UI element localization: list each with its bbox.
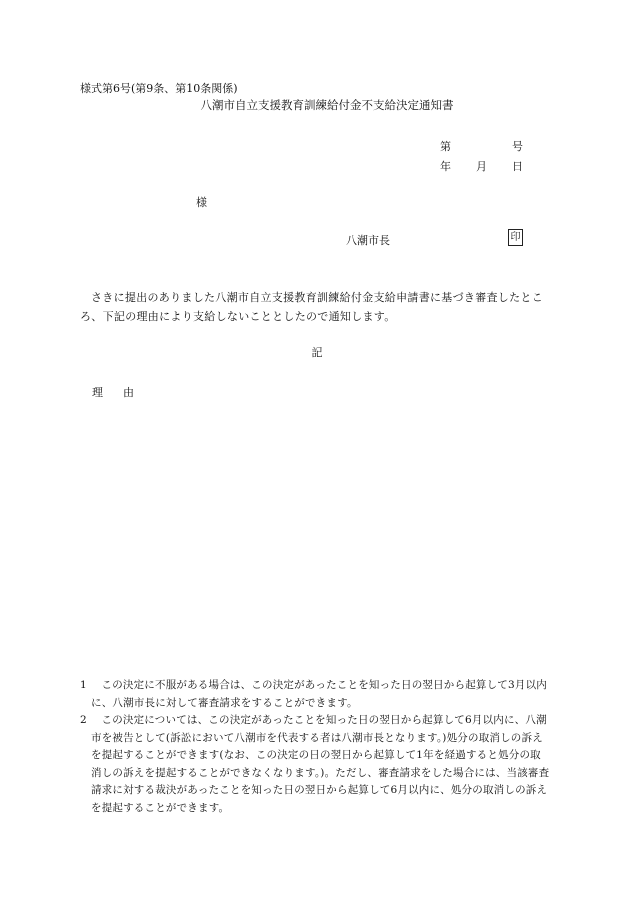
sender-name: 八潮市長 <box>346 234 390 247</box>
ki-heading: 記 <box>311 346 323 359</box>
date-day: 日 <box>512 160 523 173</box>
body-paragraph: さきに提出のありました八潮市自立支援教育訓練給付金支給申請書に基づき審査したところ、下記の理由により支給しないこととしたので通知します。 <box>80 291 543 323</box>
document-title-row <box>0 97 630 113</box>
notes-section <box>80 677 550 817</box>
ki-heading-row <box>0 344 630 360</box>
date-month: 月 <box>476 160 487 173</box>
note-item <box>80 712 550 817</box>
date-year: 年 <box>440 160 451 173</box>
note-text: この決定については、この決定があったことを知った日の翌日から起算して6月以内に、八潮市を被告として(訴訟において八潮市を代表する者は八潮市長となります。)処分の取消しの訴えを提起することができます(なお、この決定の日の翌日から起算して1年を経過すると処分の取消しの訴えを提起することができなくなります。)。ただし、審査請求をした場合には、当該審査請求に対する裁決があったことを知った日の翌日から起算して6月以内に、処分の取消しの訴えを提起することができます。 <box>91 714 550 814</box>
note-text: この決定に不服がある場合は、この決定があったことを知った日の翌日から起算して3月以内に、八潮市長に対して審査請求をすることができます。 <box>91 679 547 709</box>
seal-mark: 印 <box>508 229 523 246</box>
reason-label: 理由 <box>92 386 154 399</box>
document-title: 八潮市自立支援教育訓練給付金不支給決定通知書 <box>200 98 454 112</box>
form-label: 様式第6号(第9条、第10条関係) <box>80 82 238 95</box>
note-number: 2 <box>80 714 87 726</box>
addressee-honorific: 様 <box>196 196 207 209</box>
note-item <box>80 677 550 712</box>
document-number-prefix: 第 <box>440 140 451 153</box>
document-number-suffix: 号 <box>512 140 523 153</box>
note-number: 1 <box>80 679 87 691</box>
